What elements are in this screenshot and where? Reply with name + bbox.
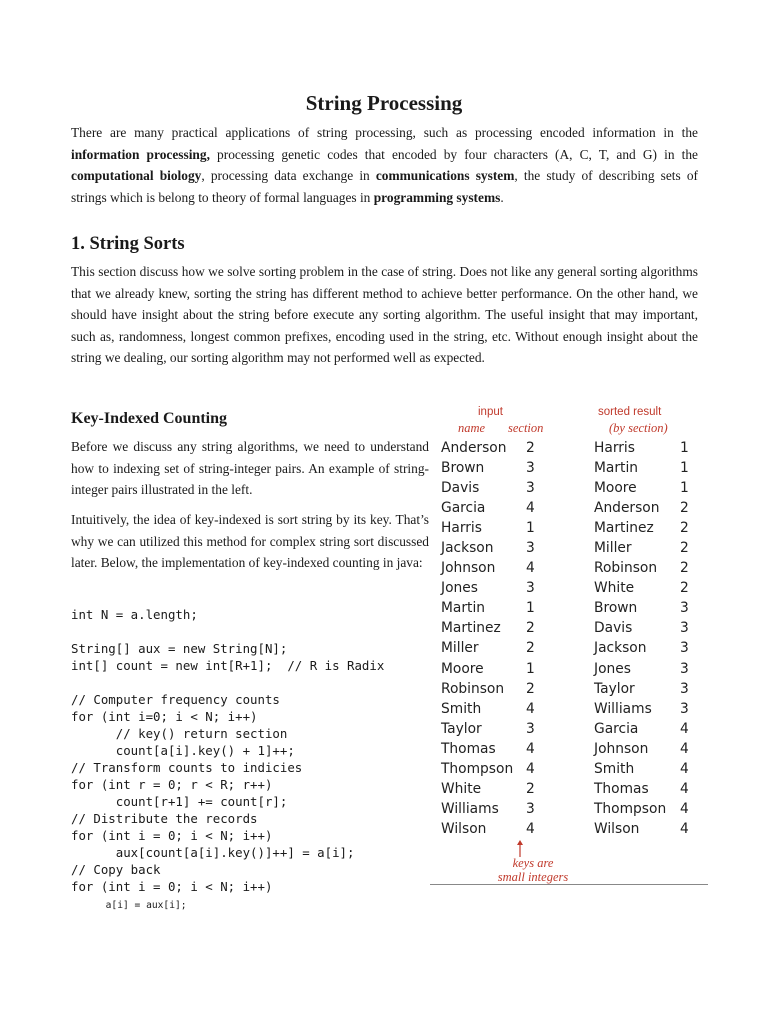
input-name: Anderson: [441, 440, 507, 456]
code-line: for (int i = 0; i < N; i++): [71, 879, 273, 894]
input-row: [441, 438, 561, 458]
code-line: String[] aux = new String[N];: [71, 641, 288, 656]
page-title: String Processing: [305, 91, 463, 115]
input-row: [441, 779, 561, 799]
input-section: 3: [526, 580, 535, 597]
sorted-section: 4: [680, 820, 689, 837]
input-name: Davis: [441, 480, 480, 497]
sorted-row: [594, 779, 714, 799]
input-row: [441, 739, 561, 759]
sorted-name: Garcia: [594, 720, 639, 737]
sorted-section: 2: [680, 580, 689, 597]
input-name: Johnson: [441, 560, 496, 577]
code-line: for (int i=0; i < N; i++): [71, 709, 258, 724]
input-section: 1: [526, 660, 535, 677]
input-row: [441, 578, 561, 598]
sorted-section: 4: [680, 780, 689, 797]
input-row: [441, 498, 561, 518]
input-name: Wilson: [441, 820, 487, 837]
input-row: [441, 759, 561, 779]
sorted-name: Jackson: [594, 640, 647, 657]
sorted-section: 2: [680, 560, 689, 577]
input-section: 4: [526, 740, 535, 757]
section-heading-string-sorts: 1. String Sorts: [71, 234, 185, 254]
code-line: // Copy back: [71, 862, 161, 877]
input-name: Thomas: [441, 740, 496, 757]
sorted-section: 1: [680, 440, 689, 456]
sorted-row: [594, 719, 714, 739]
sorted-section: 2: [680, 500, 689, 517]
sorted-name: White: [594, 580, 635, 597]
sorted-section: 4: [680, 740, 689, 757]
sorted-section: 3: [680, 640, 689, 657]
sorted-row: [594, 438, 714, 458]
sorted-section: 4: [680, 720, 689, 737]
sorted-row: [594, 638, 714, 658]
sorted-section: 3: [680, 700, 689, 717]
input-name: Miller: [441, 640, 479, 657]
input-section: 3: [526, 800, 535, 817]
intro-text: , processing data exchange in: [201, 168, 376, 183]
sorted-name: Johnson: [594, 740, 649, 757]
sorted-row: [594, 578, 714, 598]
sorted-section: 3: [680, 660, 689, 677]
sorted-section: 1: [680, 460, 689, 477]
sorted-row: [594, 498, 714, 518]
input-name: Martinez: [441, 620, 501, 637]
subsection-heading-key-indexed: Key-Indexed Counting: [71, 410, 228, 427]
input-row: [441, 538, 561, 558]
input-row: [441, 659, 561, 679]
code-line: // Transform counts to indicies: [71, 760, 303, 775]
input-name: Martin: [441, 600, 486, 617]
sorted-name: Miller: [594, 540, 632, 557]
sorted-section: 4: [680, 800, 689, 817]
input-name: Moore: [441, 660, 484, 677]
sorted-name: Taylor: [594, 680, 635, 697]
input-section: 2: [526, 640, 535, 657]
input-section: 4: [526, 820, 535, 837]
sorted-row: [594, 538, 714, 558]
sorted-name: Wilson: [594, 820, 640, 837]
keys-note-line-2: small integers: [497, 870, 569, 884]
sorted-row: [594, 598, 714, 618]
sorted-section: 4: [680, 760, 689, 777]
input-section: 2: [526, 680, 535, 697]
sorted-row: [594, 558, 714, 578]
sorted-section: 1: [680, 480, 689, 497]
sorted-name: Jones: [594, 660, 631, 677]
sorted-row: [594, 458, 714, 478]
sorted-name: Anderson: [594, 500, 660, 517]
input-row: [441, 458, 561, 478]
input-section: 2: [526, 440, 535, 456]
sorted-row: [594, 478, 714, 498]
input-list: [441, 438, 561, 839]
intro-text: There are many practical applications of string processing, such as processing encoded information in the: [71, 125, 698, 140]
input-row: [441, 679, 561, 699]
sorted-row: [594, 759, 714, 779]
input-name: Robinson: [441, 680, 505, 697]
code-last-line: a[i] = aux[i];: [71, 900, 187, 911]
figure-input-label: input: [478, 406, 503, 418]
intro-bold-term: information processing,: [71, 146, 210, 162]
intro-text: , the study of describing sets of strings which is belong to theory of formal languages in: [71, 168, 698, 205]
sorted-row: [594, 739, 714, 759]
sorted-name: Martin: [594, 460, 639, 477]
input-row: [441, 819, 561, 839]
input-section: 4: [526, 700, 535, 717]
code-line: // key() return section: [71, 726, 288, 741]
input-row: [441, 699, 561, 719]
input-section: 3: [526, 480, 535, 497]
sorted-row: [594, 679, 714, 699]
input-row: [441, 518, 561, 538]
keys-note: [488, 856, 578, 884]
input-row: [441, 638, 561, 658]
keys-note-line-1: keys are: [512, 856, 554, 870]
sorted-section: 2: [680, 540, 689, 557]
intro-bold-term: programming systems: [373, 189, 501, 205]
sorted-name: Robinson: [594, 560, 658, 577]
sorted-list: [594, 438, 714, 839]
sorted-row: [594, 699, 714, 719]
figure-name-label: name: [458, 421, 486, 435]
input-section: 4: [526, 760, 535, 777]
input-section: 3: [526, 720, 535, 737]
input-section: 2: [526, 620, 535, 637]
code-line: int[] count = new int[R+1]; // R is Radix: [71, 658, 385, 673]
input-name: White: [441, 780, 482, 797]
sorted-name: Harris: [594, 440, 635, 456]
kic-paragraph-2: Intuitively, the idea of key-indexed is sort string by its key. That’s why we can utilized this method for complex string sort discussed later. Below, the implementation of key-indexed counting in java:: [71, 512, 429, 570]
sorted-name: Brown: [594, 600, 638, 617]
input-row: [441, 618, 561, 638]
input-name: Jones: [441, 580, 478, 597]
string-sorts-paragraph: This section discuss how we solve sorting problem in the case of string. Does not like any general sorting algorithms that we already knew, sorting the string has different method to achieve better performance. On the other hand, we should have insight about the string before execute any sorting algorithm. The useful insight that may important, such as, randomness, longest common prefixes, encoding used in the string, etc. Without enough insight about the string we dealing, our sorting algorithm may not performed well as expected.: [71, 264, 698, 365]
input-section: 4: [526, 560, 535, 577]
sorted-name: Thompson: [594, 800, 667, 817]
input-section: 2: [526, 780, 535, 797]
input-name: Smith: [441, 700, 482, 717]
figure-sorted-label: sorted result: [598, 406, 662, 418]
intro-bold-term: computational biology: [71, 168, 202, 183]
code-line: for (int i = 0; i < N; i++): [71, 828, 273, 843]
figure-divider: [430, 884, 708, 885]
code-lines: [71, 607, 384, 894]
figure-by-section-label: (by section): [609, 421, 668, 435]
sorted-name: Martinez: [594, 520, 654, 537]
intro-bold-term: communications system: [375, 168, 515, 183]
sorted-section: 3: [680, 600, 689, 617]
java-code-block: [71, 606, 384, 914]
input-name: Taylor: [441, 720, 482, 737]
input-row: [441, 598, 561, 618]
input-name: Williams: [441, 800, 499, 817]
kic-paragraph-1: Before we discuss any string algorithms, we need to understand how to indexing set of string-integer pairs. An example of string-integer pairs illustrated in the left.: [71, 439, 429, 497]
input-section: 1: [526, 520, 535, 537]
sorted-name: Smith: [594, 760, 635, 777]
sorted-row: [594, 659, 714, 679]
code-line: // Computer frequency counts: [71, 692, 280, 707]
sorted-row: [594, 799, 714, 819]
sorted-row: [594, 518, 714, 538]
input-name: Harris: [441, 520, 482, 537]
key-indexed-figure: [428, 400, 713, 890]
input-section: 4: [526, 500, 535, 517]
input-row: [441, 558, 561, 578]
code-line: aux[count[a[i].key()]++] = a[i];: [71, 845, 355, 860]
intro-text: processing genetic codes that encoded by four characters (A, C, T, and G) in the: [209, 146, 698, 162]
sorted-name: Moore: [594, 480, 637, 497]
input-name: Jackson: [441, 540, 494, 557]
input-section: 3: [526, 540, 535, 557]
intro-paragraph: [71, 122, 698, 208]
input-row: [441, 719, 561, 739]
figure-section-label: section: [508, 421, 544, 435]
input-row: [441, 478, 561, 498]
sorted-name: Davis: [594, 620, 633, 637]
sorted-section: 2: [680, 520, 689, 537]
sorted-row: [594, 618, 714, 638]
intro-text: .: [500, 189, 504, 205]
code-line: int N = a.length;: [71, 607, 198, 622]
code-line: // Distribute the records: [71, 811, 258, 826]
code-line: for (int r = 0; r < R; r++): [71, 777, 273, 792]
input-section: 1: [526, 600, 535, 617]
code-line: count[a[i].key() + 1]++;: [71, 743, 295, 758]
input-section: 3: [526, 460, 535, 477]
code-line: count[r+1] += count[r];: [71, 794, 288, 809]
sorted-section: 3: [680, 680, 689, 697]
input-name: Brown: [441, 460, 485, 477]
sorted-name: Williams: [594, 700, 652, 717]
sorted-section: 3: [680, 620, 689, 637]
input-name: Thompson: [441, 760, 514, 777]
sorted-row: [594, 819, 714, 839]
input-name: Garcia: [441, 500, 486, 517]
input-row: [441, 799, 561, 819]
sorted-name: Thomas: [594, 780, 649, 797]
